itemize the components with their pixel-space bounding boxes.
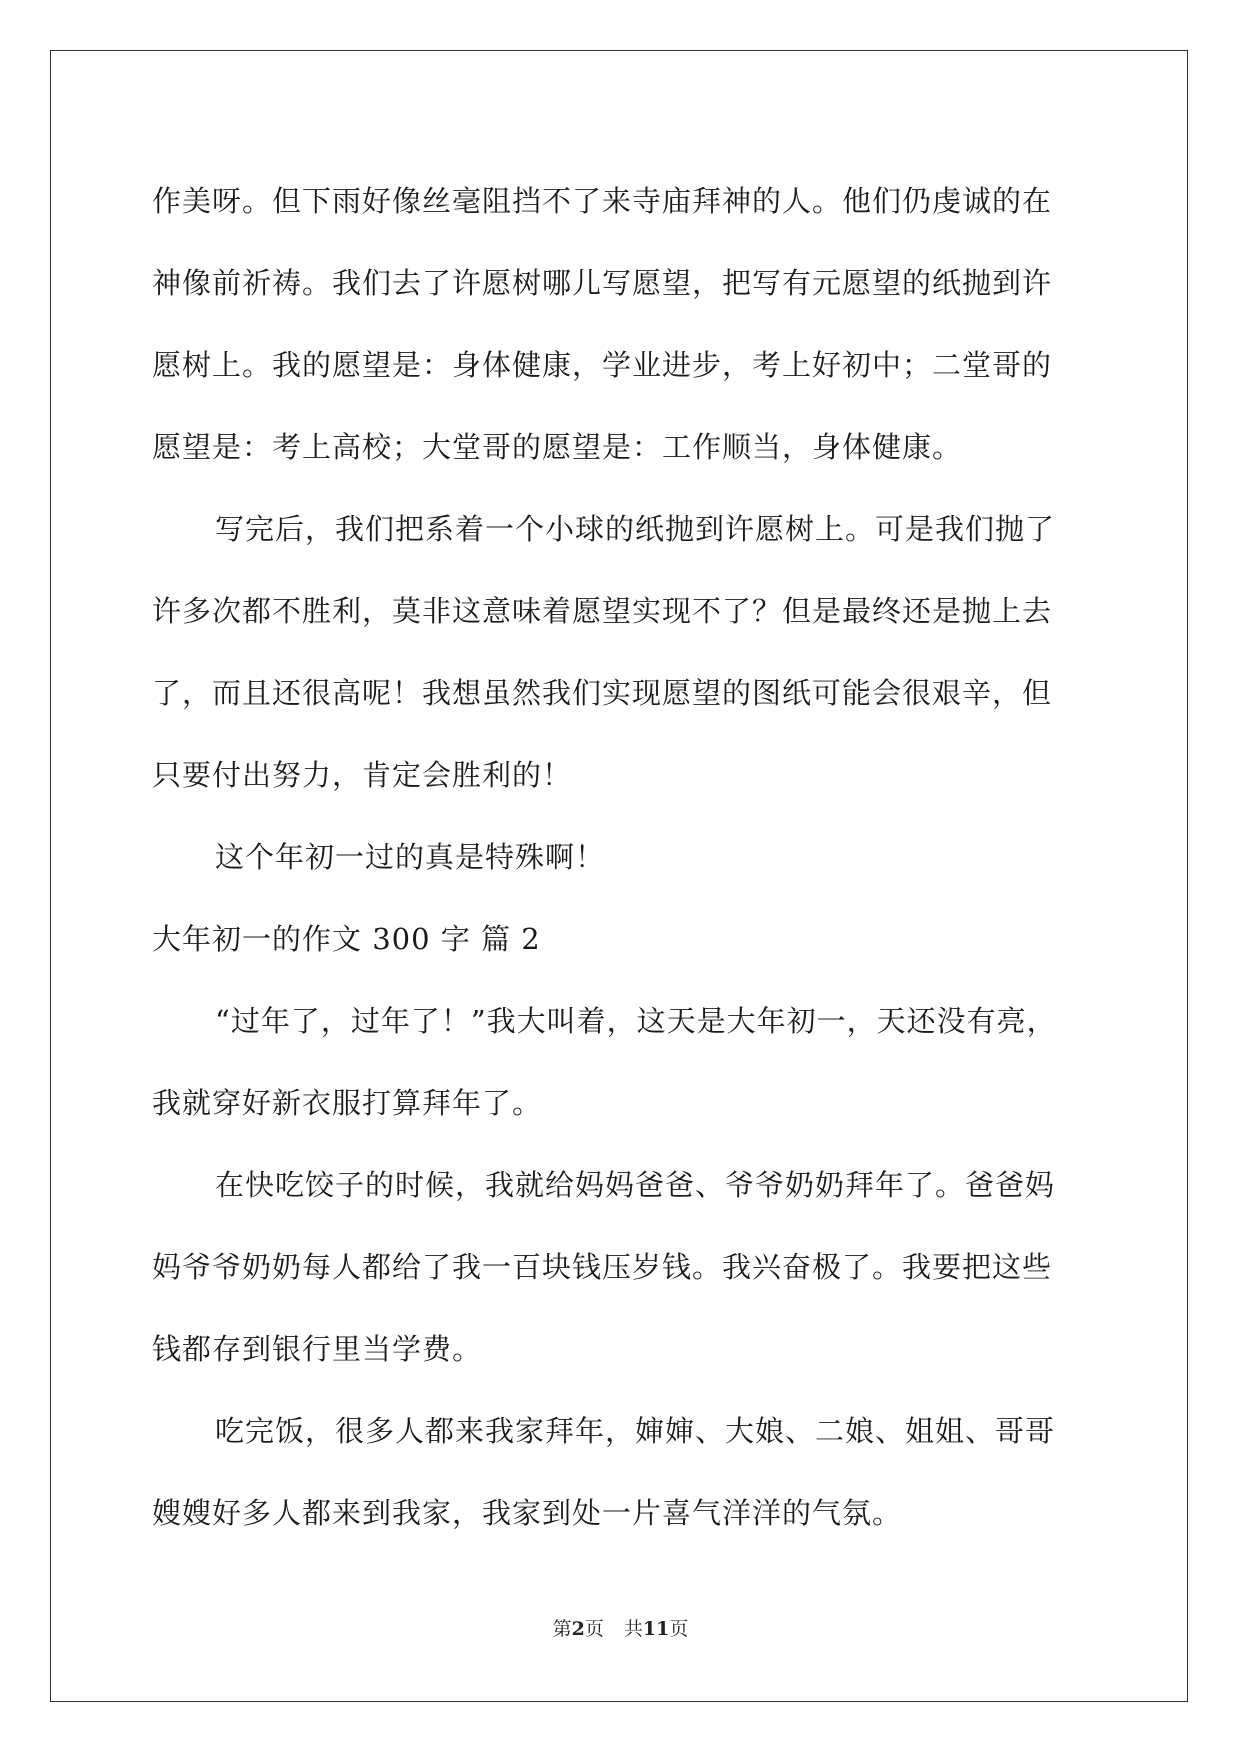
total-prefix: 共 [623, 1618, 643, 1640]
paragraph-first-line: 吃完饭，很多人都来我家拜年，婶婶、大娘、二娘、姐姐、哥哥 [215, 1414, 1056, 1448]
total-suffix: 页 [669, 1618, 689, 1640]
paragraph-first-line: “过年了，过年了！”我大叫着，这天是大年初一，天还没有亮， [215, 1004, 1057, 1038]
text-line: 钱都存到银行里当学费。 [152, 1332, 483, 1366]
paragraph-first-line: 这个年初一过的真是特殊啊！ [215, 840, 606, 874]
paragraph-first-line: 在快吃饺子的时候，我就给妈妈爸爸、爷爷奶奶拜年了。爸爸妈 [215, 1168, 1056, 1202]
text-line: 许多次都不胜利，莫非这意味着愿望实现不了？但是最终还是抛上去 [152, 594, 1053, 628]
section-heading: 大年初一的作文 300 字 篇 2 [152, 922, 541, 956]
text-line: 了，而且还很高呢！我想虽然我们实现愿望的图纸可能会很艰辛，但 [152, 676, 1053, 710]
text-line: 作美呀。但下雨好像丝毫阻挡不了来寺庙拜神的人。他们仍虔诚的在 [152, 184, 1053, 218]
page-prefix: 第 [552, 1618, 572, 1640]
text-line: 愿树上。我的愿望是：身体健康，学业进步，考上好初中；二堂哥的 [152, 348, 1053, 382]
paragraph-first-line: 写完后，我们把系着一个小球的纸抛到许愿树上。可是我们抛了 [215, 512, 1056, 546]
total-pages: 11 [642, 1618, 670, 1640]
text-line: 我就穿好新衣服打算拜年了。 [152, 1086, 543, 1120]
page-suffix: 页 [584, 1618, 604, 1640]
document-body [152, 160, 1092, 1554]
page-number: 2 [571, 1618, 585, 1640]
text-line: 妈爷爷奶奶每人都给了我一百块钱压岁钱。我兴奋极了。我要把这些 [152, 1250, 1053, 1284]
text-line: 愿望是：考上高校；大堂哥的愿望是：工作顺当，身体健康。 [152, 430, 963, 464]
page-footer [0, 1614, 1241, 1641]
text-line: 只要付出努力，肯定会胜利的！ [152, 758, 573, 792]
text-line: 嫂嫂好多人都来到我家，我家到处一片喜气洋洋的气氛。 [152, 1496, 903, 1530]
text-line: 神像前祈祷。我们去了许愿树哪儿写愿望，把写有元愿望的纸抛到许 [152, 266, 1053, 300]
